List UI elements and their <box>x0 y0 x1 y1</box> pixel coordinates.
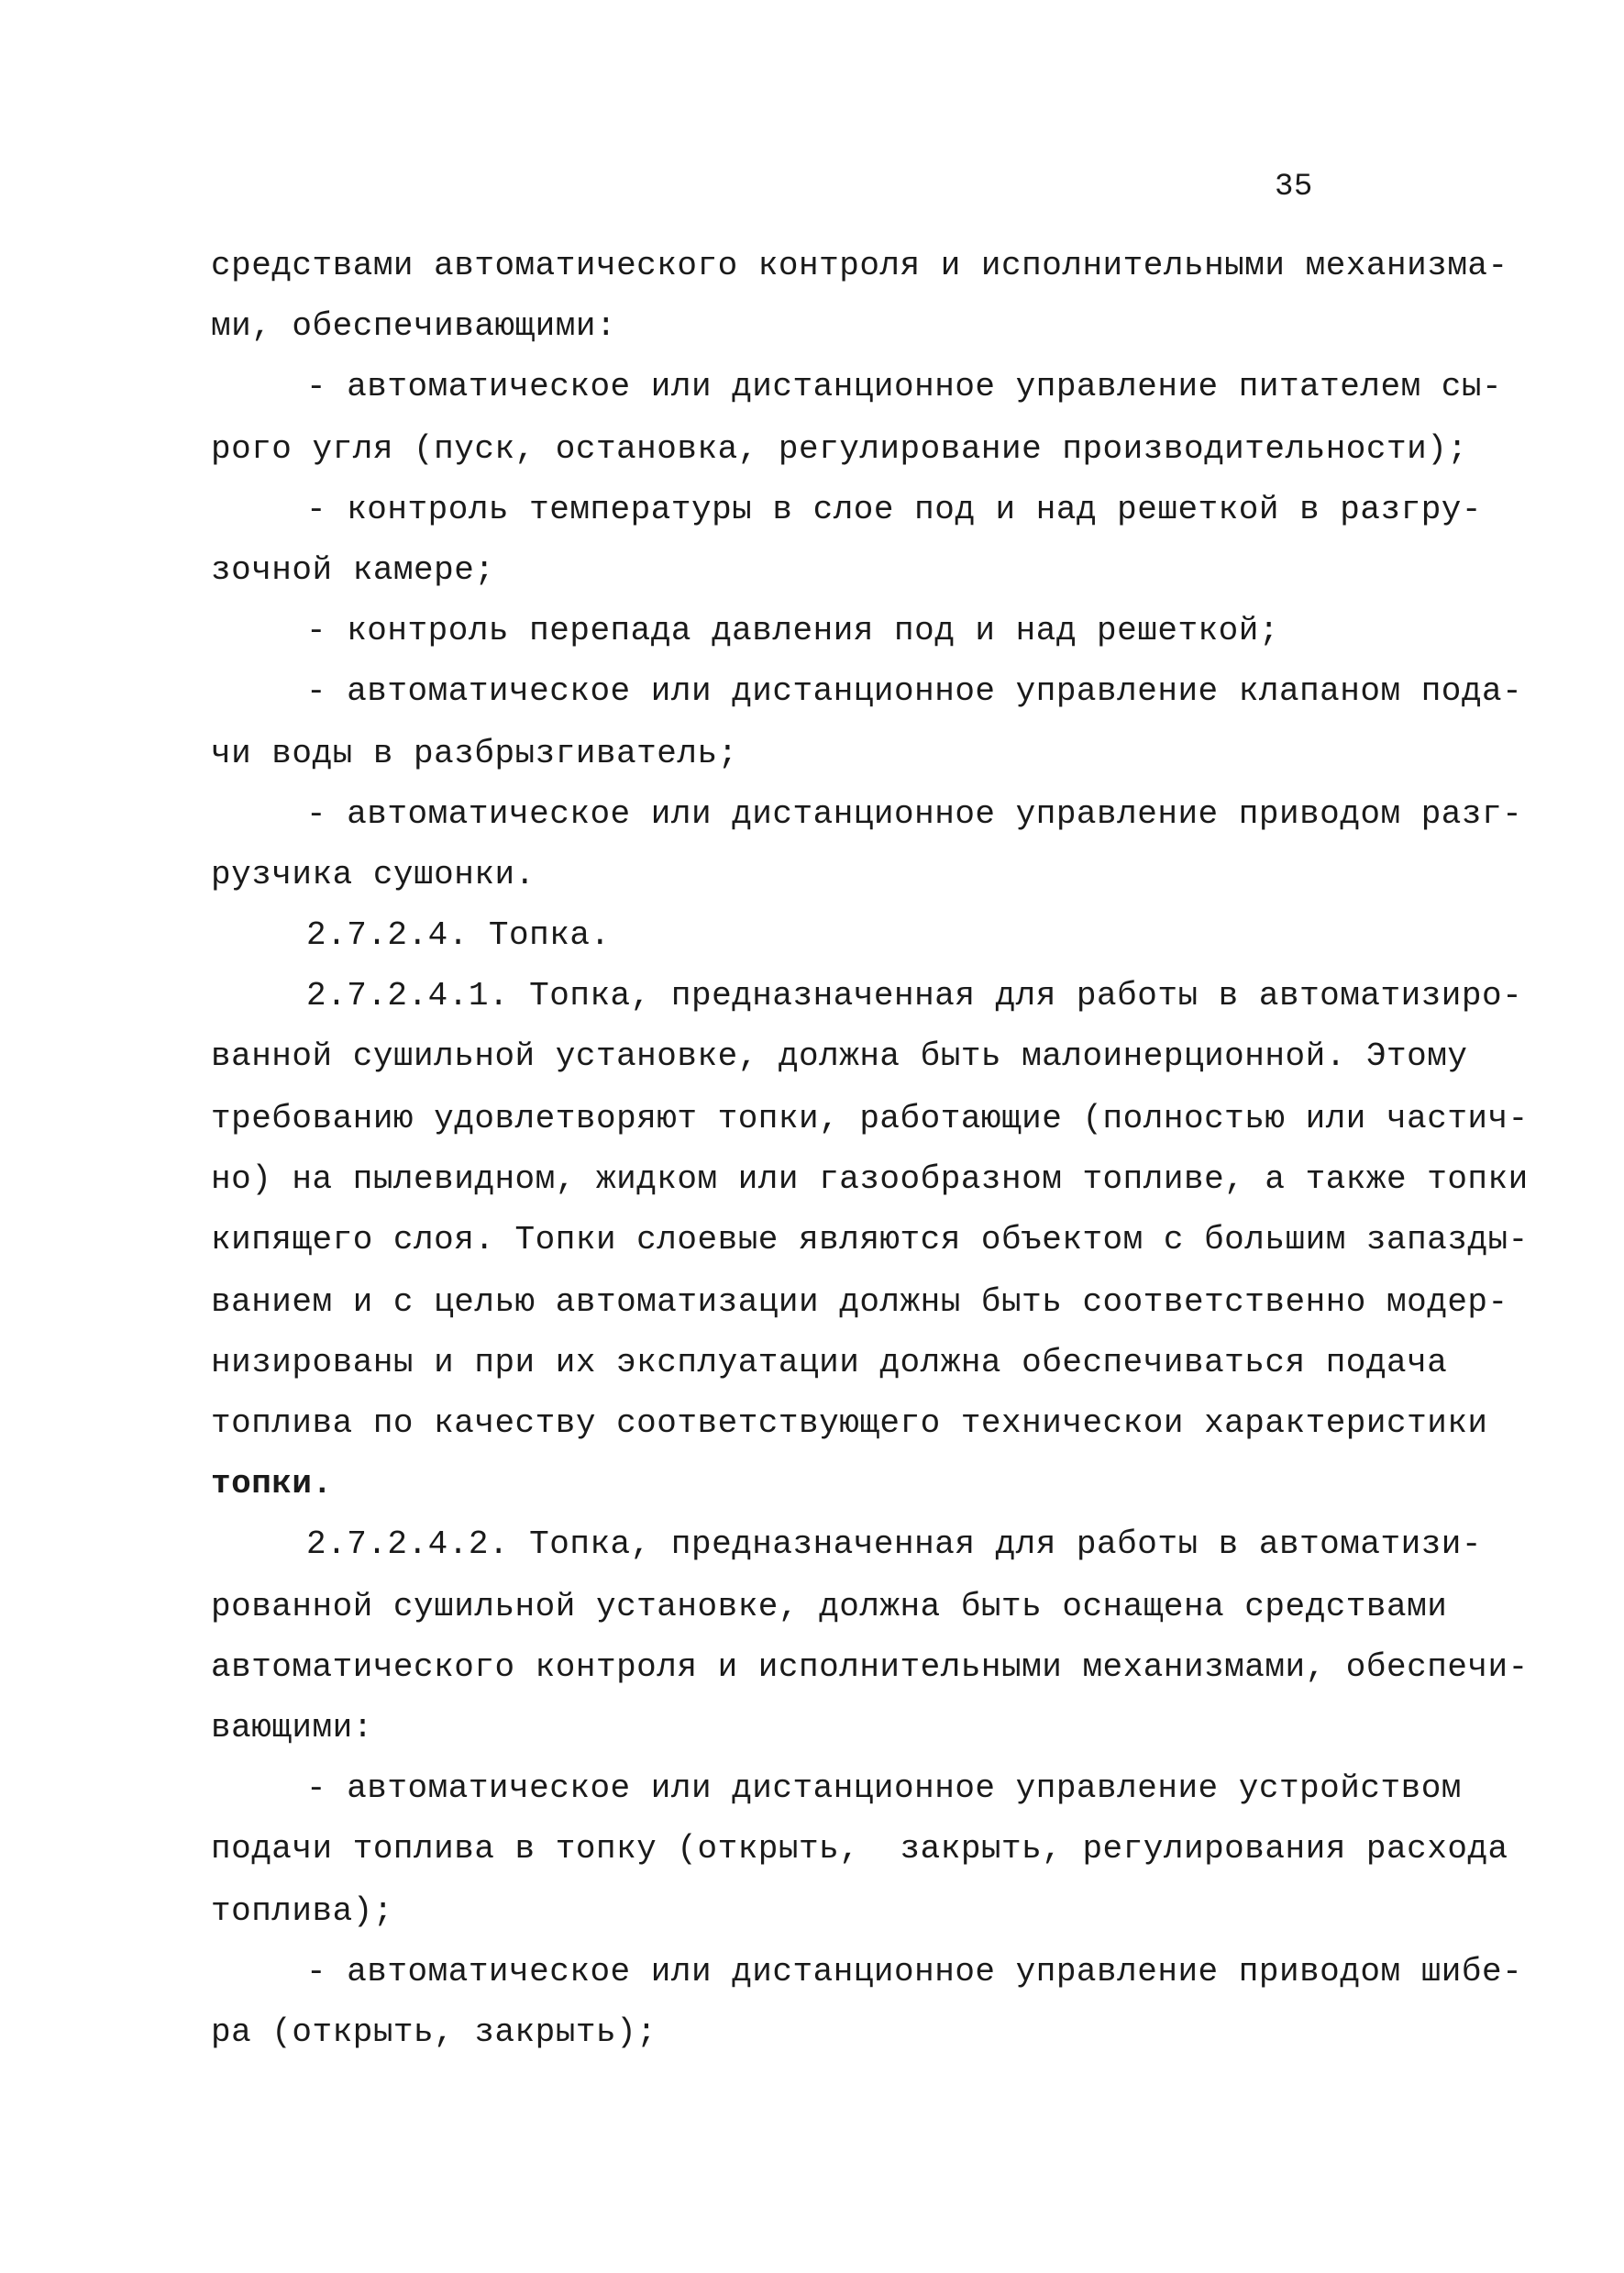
text-line: низированы и при их эксплуатации должна обеспечиваться подача <box>211 1344 1448 1381</box>
text-line: 2.7.2.4.1. Топка, предназначенная для работы в автоматизиро- <box>306 977 1523 1015</box>
text-line: средствами автоматического контроля и исполнительными механизма- <box>211 247 1508 284</box>
text-line: - автоматическое или дистанционное управление приводом шибе- <box>306 1953 1523 1990</box>
text-line: - автоматическое или дистанционное управление приводом разг- <box>306 795 1523 833</box>
text-line: - контроль температуры в слое под и над решеткой в разгру- <box>306 491 1483 528</box>
text-line: 2.7.2.4.2. Топка, предназначенная для работы в автоматизи- <box>306 1525 1483 1563</box>
text-line: топки. <box>211 1465 333 1502</box>
text-line: ра (открыть, закрыть); <box>211 2013 657 2051</box>
text-line: но) на пылевидном, жидком или газообразном топливе, а также топки <box>211 1160 1529 1198</box>
text-line: - автоматическое или дистанционное управление устройством <box>306 1769 1462 1807</box>
text-line: ванной сушильной установке, должна быть малоинерционной. Этому <box>211 1037 1468 1075</box>
text-line: зочной камере; <box>211 551 495 589</box>
text-line: чи воды в разбрызгиватель; <box>211 735 738 772</box>
text-line: рованной сушильной установке, должна быть оснащена средствами <box>211 1588 1448 1625</box>
text-line: рого угля (пуск, остановка, регулирование производительности); <box>211 430 1468 468</box>
text-line: топлива по качеству соответствующего техническои характеристики <box>211 1404 1488 1442</box>
text-line: кипящего слоя. Топки слоевые являются объектом с большим запазды- <box>211 1221 1529 1258</box>
text-line: рузчика сушонки. <box>211 856 536 893</box>
page-number: 35 <box>1275 170 1313 205</box>
text-line: топлива); <box>211 1892 393 1930</box>
text-line: вающими: <box>211 1709 373 1746</box>
text-line: автоматического контроля и исполнительными механизмами, обеспечи- <box>211 1648 1529 1686</box>
section-heading: 2.7.2.4. Топка. <box>306 916 611 954</box>
text-line: - автоматическое или дистанционное управление клапаном пода- <box>306 672 1523 710</box>
text-line: требованию удовлетворяют топки, работающие (полностью или частич- <box>211 1100 1529 1137</box>
text-line: ванием и с целью автоматизации должны быть соответственно модер- <box>211 1283 1508 1321</box>
text-line: - автоматическое или дистанционное управление питателем сы- <box>306 368 1503 405</box>
text-line: ми, обеспечивающими: <box>211 307 617 345</box>
text-line: - контроль перепада давления под и над решеткой; <box>306 612 1279 649</box>
text-line: подачи топлива в топку (открыть, закрыть, регулирования расхода <box>211 1830 1508 1868</box>
